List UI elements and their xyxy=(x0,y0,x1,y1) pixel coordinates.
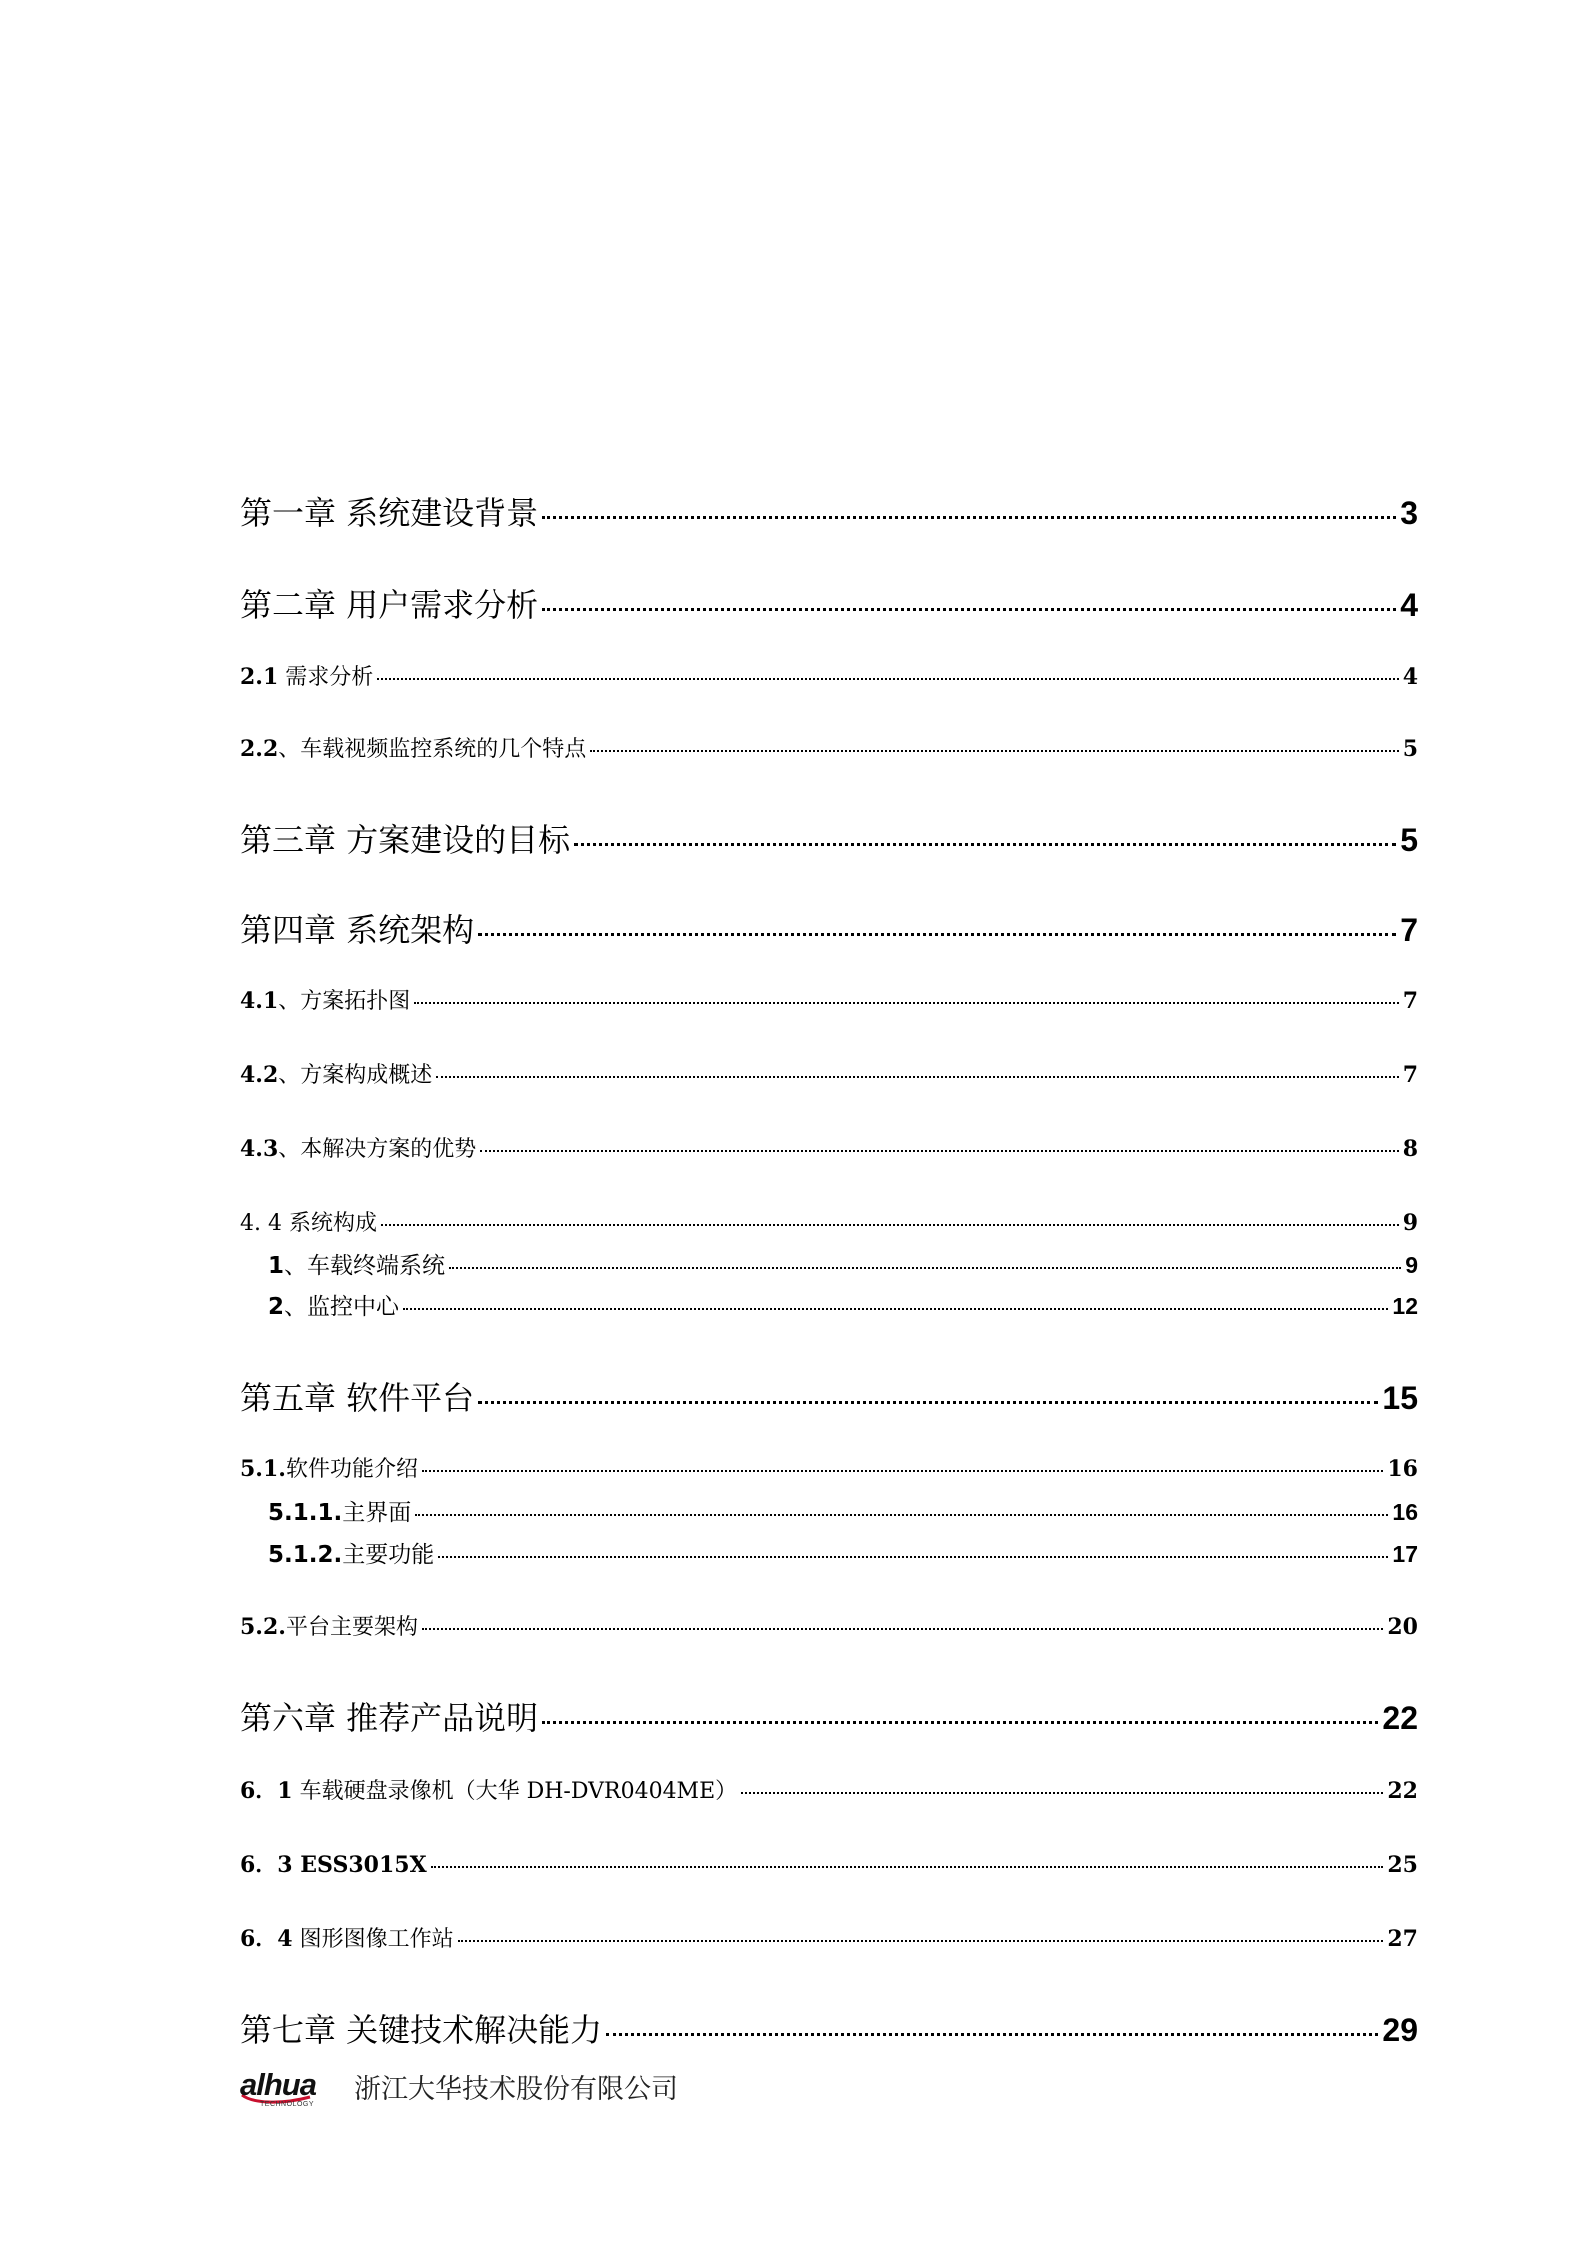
toc-leader xyxy=(590,750,1398,752)
toc-entry-sub-5-1-1[interactable] xyxy=(268,1494,1418,1526)
toc-leader xyxy=(381,1224,1399,1226)
toc-entry-sub-5-1-2[interactable] xyxy=(268,1536,1418,1568)
toc-sub-number: 5.1.1. xyxy=(268,1500,343,1526)
toc-sub-title: 、监控中心 xyxy=(284,1294,400,1320)
toc-leader xyxy=(741,1792,1383,1794)
toc-section-title: 、车载视频监控系统的几个特点 xyxy=(278,737,587,762)
toc-section-number: 5.1. xyxy=(240,1456,286,1482)
toc-entry-section-4-4[interactable] xyxy=(240,1206,1418,1238)
toc-label: 第一章 系统建设背景 xyxy=(240,494,539,532)
toc-label xyxy=(240,1922,454,1953)
toc-leader xyxy=(478,933,1396,936)
toc-entry-section-5-2[interactable] xyxy=(240,1610,1418,1642)
toc-entry-chapter-5[interactable] xyxy=(240,1373,1418,1417)
toc-label xyxy=(268,1247,445,1280)
toc-label xyxy=(240,1610,418,1641)
toc-label xyxy=(240,732,586,763)
toc-leader xyxy=(414,1002,1398,1004)
toc-page-number: 9 xyxy=(1402,1210,1418,1236)
toc-leader xyxy=(458,1940,1384,1942)
toc-sub-title: 主界面 xyxy=(342,1500,412,1526)
toc-section-title: 、本解决方案的优势 xyxy=(278,1137,477,1162)
toc-page-number: 27 xyxy=(1387,1926,1418,1952)
toc-page-number: 22 xyxy=(1387,1778,1418,1804)
toc-entry-section-2-1[interactable] xyxy=(240,660,1418,692)
toc-entry-chapter-4[interactable] xyxy=(240,905,1418,949)
logo-wordmark: alhua xyxy=(240,2067,316,2102)
toc-page-number: 8 xyxy=(1402,1136,1418,1162)
toc-entry-section-6-3[interactable] xyxy=(240,1848,1418,1880)
toc-page-number: 3 xyxy=(1400,495,1418,531)
toc-section-title: 图形图像工作站 xyxy=(292,1927,454,1952)
toc-leader xyxy=(422,1628,1383,1630)
toc-label xyxy=(240,984,410,1015)
toc-label: 第二章 用户需求分析 xyxy=(240,586,539,624)
toc-leader xyxy=(478,1401,1378,1404)
toc-section-number: 4.2 xyxy=(240,1062,279,1088)
toc-sub-title: 、车载终端系统 xyxy=(284,1253,446,1279)
toc-entry-section-5-1[interactable] xyxy=(240,1452,1418,1484)
toc-leader xyxy=(480,1150,1398,1152)
company-name: 浙江大华技术股份有限公司 xyxy=(354,2073,678,2105)
toc-section-title: 需求分析 xyxy=(278,665,374,690)
toc-section-number: 5.2. xyxy=(240,1614,286,1640)
toc-section-title: 、方案构成概述 xyxy=(278,1063,433,1088)
toc-label: 第四章 系统架构 xyxy=(240,911,475,949)
toc-section-title: 车载硬盘录像机（大华 DH-DVR0404ME） xyxy=(292,1779,738,1804)
toc-entry-chapter-6[interactable] xyxy=(240,1693,1418,1737)
toc-leader xyxy=(431,1866,1384,1868)
toc-entry-sub-4-4-1[interactable] xyxy=(268,1247,1418,1279)
toc-section-number: 6．1 xyxy=(240,1778,293,1804)
toc-label: 第六章 推荐产品说明 xyxy=(240,1699,539,1737)
toc-section-number: 2.2 xyxy=(240,736,279,762)
toc-page-number: 5 xyxy=(1400,822,1418,858)
toc-label xyxy=(240,1452,418,1483)
toc-section-title: ESS3015X xyxy=(292,1852,427,1878)
toc-leader xyxy=(574,843,1396,846)
toc-section-title: 平台主要架构 xyxy=(285,1615,418,1640)
toc-page-number: 29 xyxy=(1382,2012,1418,2048)
toc-page-number: 4 xyxy=(1402,664,1418,690)
toc-page-number: 9 xyxy=(1405,1252,1418,1278)
toc-page-number: 7 xyxy=(1400,912,1418,948)
toc-page-number: 7 xyxy=(1402,988,1418,1014)
toc-entry-section-4-1[interactable] xyxy=(240,984,1418,1016)
toc-leader xyxy=(436,1076,1398,1078)
toc-label xyxy=(240,1774,737,1805)
toc-page-number: 5 xyxy=(1402,736,1418,762)
toc-label: 第五章 软件平台 xyxy=(240,1379,475,1417)
toc-leader xyxy=(377,678,1398,680)
toc-section-number: 4.1 xyxy=(240,988,279,1014)
toc-section-title: 、方案拓扑图 xyxy=(278,989,411,1014)
toc-page-number: 16 xyxy=(1387,1456,1418,1482)
toc-section-title: 系统构成 xyxy=(281,1211,377,1236)
logo-subtext: TECHNOLOGY xyxy=(260,2101,315,2108)
toc-entry-chapter-3[interactable] xyxy=(240,815,1418,859)
toc-entry-section-2-2[interactable] xyxy=(240,732,1418,764)
toc-sub-number: 5.1.2. xyxy=(268,1542,343,1568)
toc-label: 第三章 方案建设的目标 xyxy=(240,821,571,859)
toc-sub-title: 主要功能 xyxy=(342,1542,435,1568)
toc-entry-sub-4-4-2[interactable] xyxy=(268,1288,1418,1320)
toc-page-number: 4 xyxy=(1400,587,1418,623)
toc-entry-chapter-7[interactable] xyxy=(240,2005,1418,2049)
toc-leader xyxy=(403,1308,1388,1310)
toc-entry-chapter-2[interactable] xyxy=(240,580,1418,624)
toc-entry-section-4-3[interactable] xyxy=(240,1132,1418,1164)
toc-label xyxy=(240,1132,476,1163)
toc-leader xyxy=(415,1514,1388,1516)
toc-label xyxy=(240,1848,427,1879)
toc-label: 第七章 关键技术解决能力 xyxy=(240,2011,603,2049)
toc-section-number: 6．3 xyxy=(240,1852,293,1878)
toc-leader xyxy=(542,608,1396,611)
toc-leader xyxy=(606,2033,1378,2036)
toc-leader xyxy=(422,1470,1383,1472)
page-footer xyxy=(240,2065,678,2111)
toc-leader xyxy=(438,1556,1388,1558)
toc-page-number: 7 xyxy=(1402,1062,1418,1088)
toc-leader xyxy=(542,516,1396,519)
toc-section-title: 软件功能介绍 xyxy=(285,1457,418,1482)
toc-entry-section-4-2[interactable] xyxy=(240,1058,1418,1090)
toc-label xyxy=(240,1206,377,1237)
toc-page-number: 17 xyxy=(1392,1541,1418,1567)
toc-sub-number: 2 xyxy=(268,1294,285,1320)
toc-section-number: 6．4 xyxy=(240,1926,293,1952)
toc-entry-section-6-4[interactable] xyxy=(240,1922,1418,1954)
toc-label xyxy=(268,1494,411,1527)
toc-page-number: 22 xyxy=(1382,1700,1418,1736)
toc-page-number: 20 xyxy=(1387,1614,1418,1640)
toc-label xyxy=(240,660,373,691)
company-logo xyxy=(240,2065,340,2111)
toc-page-number: 12 xyxy=(1392,1293,1418,1319)
toc-leader xyxy=(449,1267,1401,1269)
toc-label xyxy=(240,1058,432,1089)
toc-leader xyxy=(542,1721,1378,1724)
toc-section-number: 4.3 xyxy=(240,1136,279,1162)
toc-label xyxy=(268,1536,434,1569)
toc-page-number: 15 xyxy=(1382,1380,1418,1416)
toc-page-number: 16 xyxy=(1392,1499,1418,1525)
toc-section-number: 4. 4 xyxy=(240,1211,282,1236)
toc-section-number: 2.1 xyxy=(240,664,279,690)
toc-entry-section-6-1[interactable] xyxy=(240,1774,1418,1806)
toc-entry-chapter-1[interactable] xyxy=(240,488,1418,532)
toc-sub-number: 1 xyxy=(268,1253,285,1279)
toc-label xyxy=(268,1288,399,1321)
toc-page-number: 25 xyxy=(1387,1852,1418,1878)
